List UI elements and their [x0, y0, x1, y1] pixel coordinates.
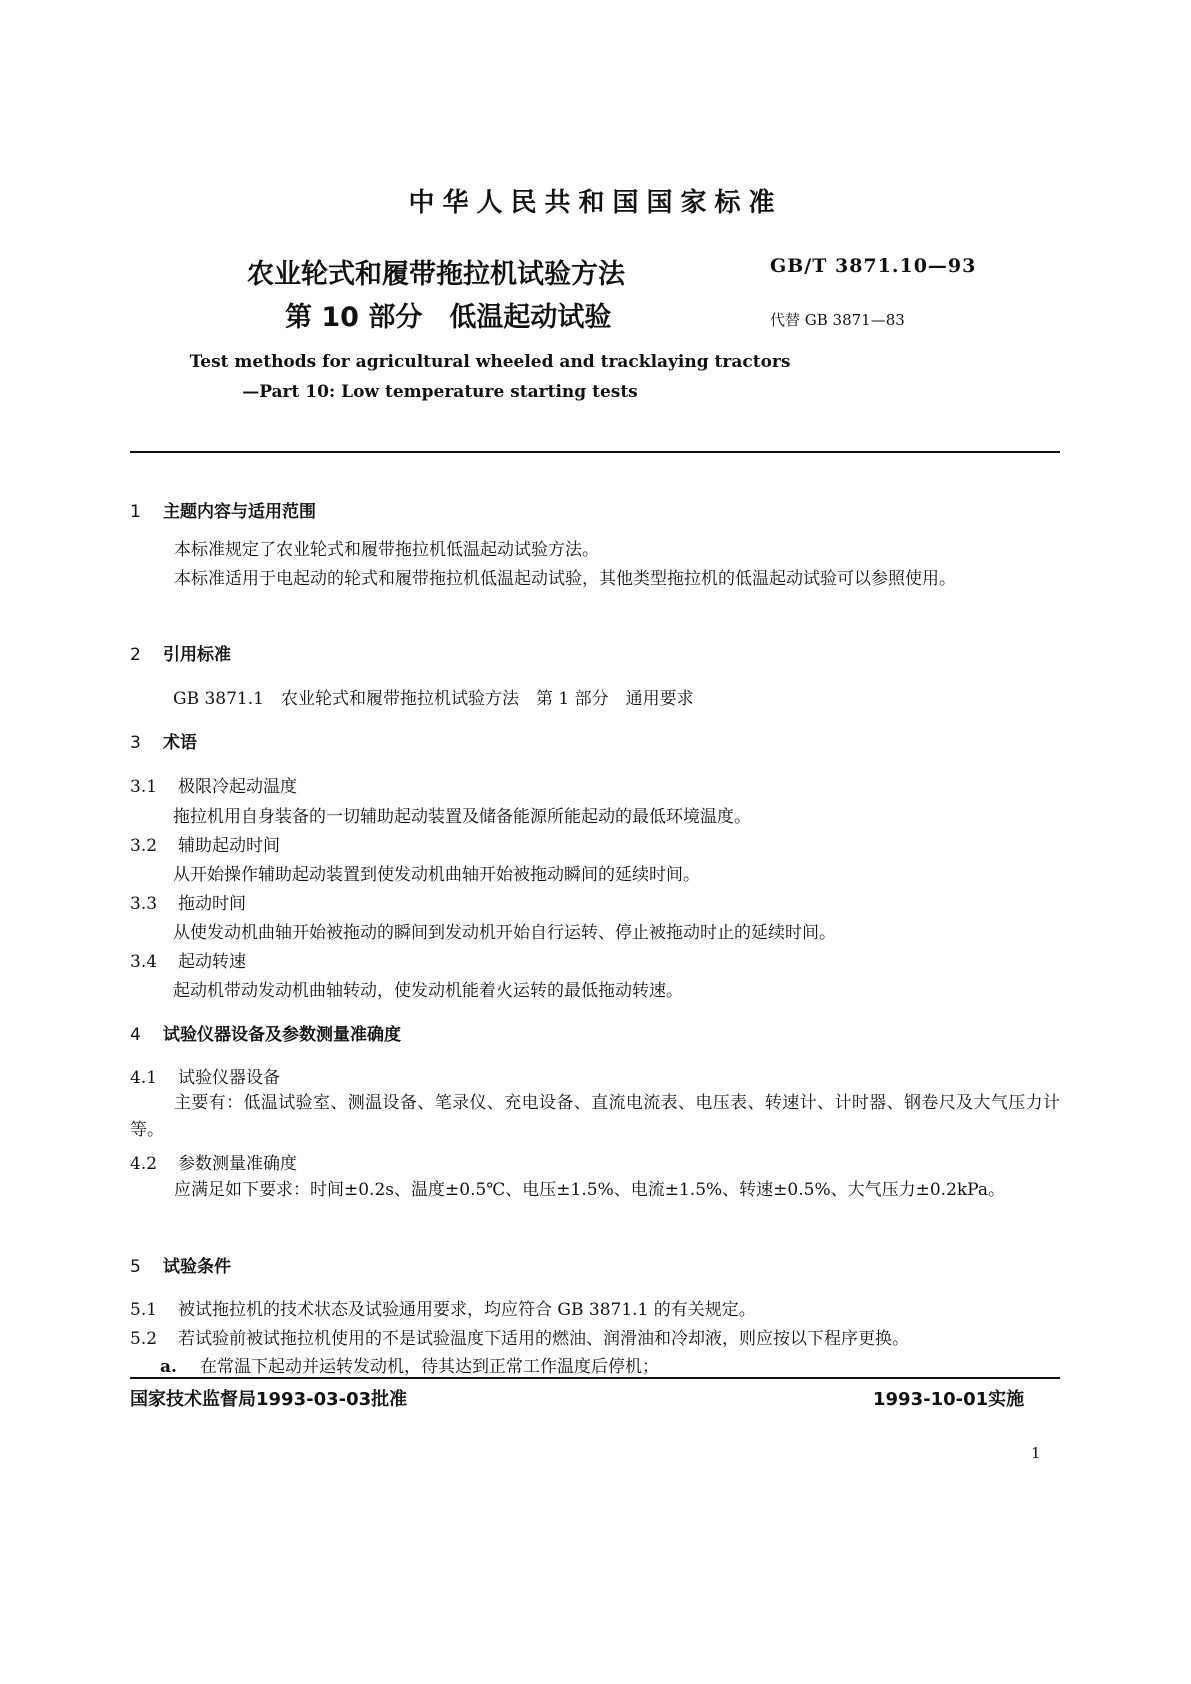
reference-standard: GB 3871.1 农业轮式和履带拖拉机试验方法 第 1 部分 通用要求 [173, 689, 694, 709]
section-title: 引用标准 [163, 645, 231, 665]
clause-text: 被试拖拉机的技术状态及试验通用要求，均应符合 GB 3871.1 的有关规定。 [178, 1300, 756, 1320]
section-1-heading [130, 497, 316, 522]
term-number: 3.3 [130, 894, 158, 914]
term-number: 3.2 [130, 836, 158, 856]
standard-org-title: 中华人民共和国国家标准 [408, 188, 783, 218]
term-3-4 [130, 947, 246, 972]
section-title: 试验条件 [163, 1257, 231, 1277]
section-title: 术语 [163, 733, 197, 753]
clause-number: 5.2 [130, 1329, 158, 1349]
term-title: 拖动时间 [178, 894, 246, 914]
clause-4-1-text: 主要有：低温试验室、测温设备、笔录仪、充电设备、直流电流表、电压表、转速计、计时器、钢卷尺及大气压力计等。 [130, 1093, 1060, 1140]
approval-date: 国家技术监督局1993-03-03批准 [130, 1389, 408, 1410]
list-item-label: a. [160, 1357, 177, 1377]
term-3-1-definition: 拖拉机用自身装备的一切辅助起动装置及储备能源所能起动的最低环境温度。 [173, 807, 751, 827]
term-title: 辅助起动时间 [178, 836, 280, 856]
term-3-2-definition: 从开始操作辅助起动装置到使发动机曲轴开始被拖动瞬间的延续时间。 [173, 865, 700, 885]
term-3-3 [130, 889, 246, 914]
section-number: 4 [130, 1025, 141, 1045]
title-cn-line2: 第 10 部分 低温起动试验 [285, 302, 612, 333]
clause-4-1 [130, 1063, 280, 1088]
section-4-heading [130, 1020, 401, 1045]
clause-title: 参数测量准确度 [178, 1154, 297, 1174]
section-title: 试验仪器设备及参数测量准确度 [163, 1025, 401, 1045]
footer-divider [130, 1377, 1060, 1379]
title-cn-line1: 农业轮式和履带拖拉机试验方法 [247, 259, 625, 290]
list-item-a [160, 1352, 659, 1377]
term-title: 起动转速 [178, 952, 246, 972]
section-number: 1 [130, 502, 141, 522]
clause-5-1 [130, 1295, 756, 1320]
standard-code: GB/T 3871.10—93 [770, 255, 977, 277]
header-divider [130, 451, 1060, 453]
term-3-2 [130, 831, 280, 856]
clause-title: 试验仪器设备 [178, 1068, 280, 1088]
title-en-line2: —Part 10: Low temperature starting tests [242, 382, 638, 402]
title-en-line1: Test methods for agricultural wheeled and tracklaying tractors [189, 352, 791, 372]
clause-number: 4.1 [130, 1068, 158, 1088]
term-number: 3.4 [130, 952, 158, 972]
section-5-heading [130, 1252, 231, 1277]
term-3-3-definition: 从使发动机曲轴开始被拖动的瞬间到发动机开始自行运转、停止被拖动时止的延续时间。 [173, 923, 836, 943]
clause-4-2 [130, 1149, 297, 1174]
clause-5-2 [130, 1324, 909, 1349]
clause-4-2-text: 应满足如下要求：时间±0.2s、温度±0.5℃、电压±1.5%、电流±1.5%、转速±0.5%、大气压力±0.2kPa。 [174, 1180, 1005, 1200]
term-number: 3.1 [130, 777, 158, 797]
implementation-date: 1993-10-01实施 [873, 1389, 1025, 1410]
section-1-para-2: 本标准适用于电起动的轮式和履带拖拉机低温起动试验，其他类型拖拉机的低温起动试验可以参照使用。 [174, 569, 956, 589]
term-3-4-definition: 起动机带动发动机曲轴转动，使发动机能着火运转的最低拖动转速。 [173, 981, 683, 1001]
page-number: 1 [1031, 1444, 1041, 1462]
list-item-text: 在常温下起动并运转发动机，待其达到正常工作温度后停机； [200, 1357, 659, 1377]
clause-number: 5.1 [130, 1300, 158, 1320]
section-3-heading [130, 728, 197, 753]
clause-number: 4.2 [130, 1154, 158, 1174]
section-1-para-1: 本标准规定了农业轮式和履带拖拉机低温起动试验方法。 [174, 540, 599, 560]
section-title: 主题内容与适用范围 [163, 502, 316, 522]
section-number: 5 [130, 1257, 141, 1277]
replaces-standard: 代替 GB 3871—83 [770, 311, 905, 329]
term-3-1 [130, 772, 297, 797]
clause-text: 若试验前被试拖拉机使用的不是试验温度下适用的燃油、润滑油和冷却液，则应按以下程序更换。 [178, 1329, 909, 1349]
section-2-heading [130, 640, 231, 665]
section-number: 3 [130, 733, 141, 753]
section-number: 2 [130, 645, 141, 665]
term-title: 极限冷起动温度 [178, 777, 297, 797]
